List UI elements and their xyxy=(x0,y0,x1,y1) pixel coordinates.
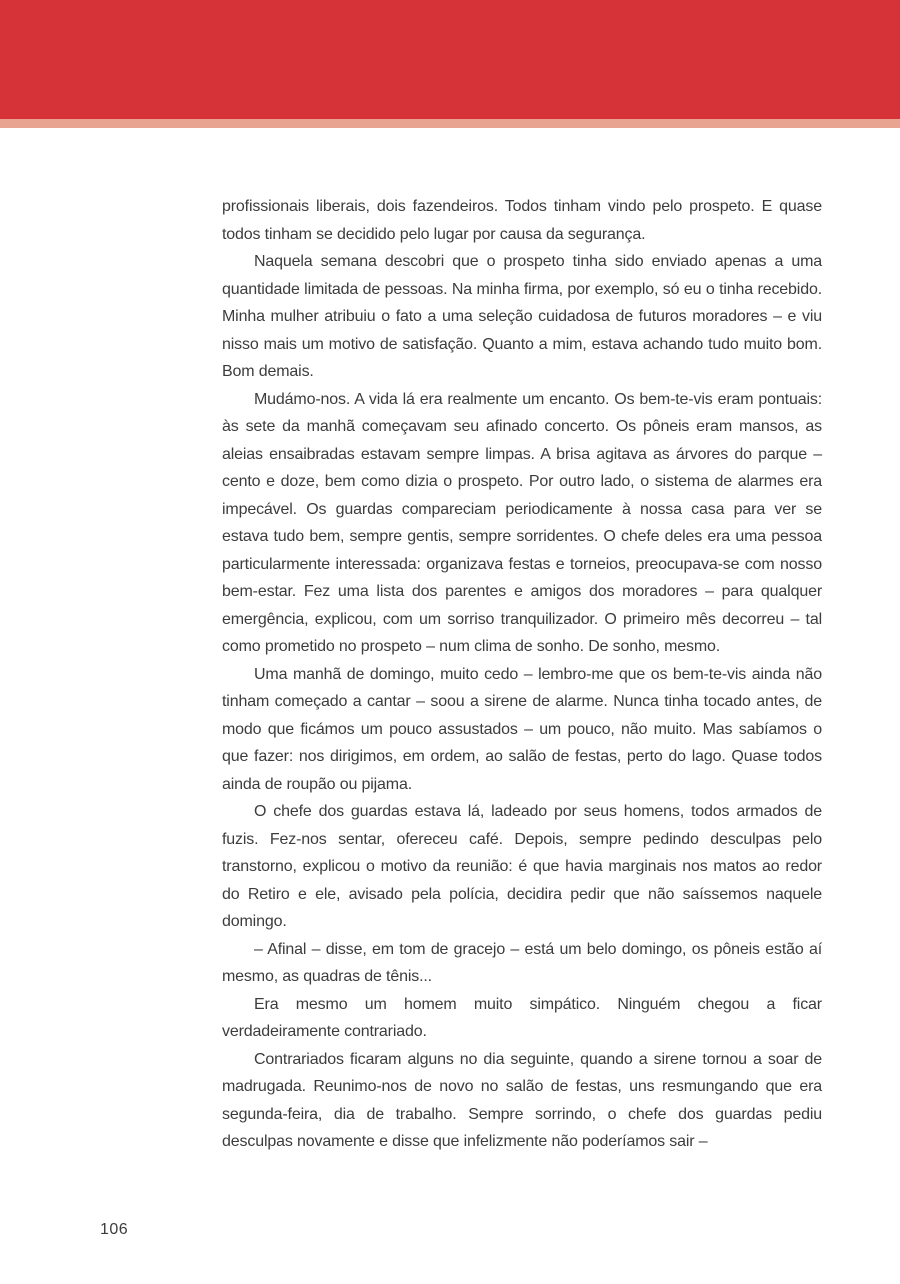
header-accent-strip xyxy=(0,119,900,128)
body-text xyxy=(222,193,822,1156)
paragraph: Mudámo-nos. A vida lá era realmente um encanto. Os bem-te-vis eram pontuais: às sete da manhã começavam seu afinado concerto. Os pôneis eram mansos, as aleias ensaibradas estavam sempre limpas. A brisa agitava as árvores do parque – cento e doze, bem como dizia o prospeto. Por outro lado, o sistema de alarmes era impecável. Os guardas compareciam periodicamente à nossa casa para ver se estava tudo bem, sempre gentis, sempre sorridentes. O chefe deles era uma pessoa particularmente interessada: organizava festas e torneios, preocupava-se com nosso bem-estar. Fez uma lista dos parentes e amigos dos moradores – para qualquer emergência, explicou, com um sorriso tranquilizador. O primeiro mês decorreu – tal como prometido no prospeto – num clima de sonho. De sonho, mesmo. xyxy=(222,390,822,655)
paragraph: Era mesmo um homem muito simpático. Ninguém chegou a ficar verdadeiramente contrariado. xyxy=(222,995,822,1040)
paragraph: Naquela semana descobri que o prospeto tinha sido enviado apenas a uma quantidade limitada de pessoas. Na minha firma, por exemplo, só eu o tinha recebido. Minha mulher atribuiu o fato a uma seleção cuidadosa de futuros moradores – e viu nisso mais um motivo de satisfação. Quanto a mim, estava achando tudo muito bom. Bom demais. xyxy=(222,253,822,380)
header-band xyxy=(0,0,900,119)
paragraph: – Afinal – disse, em tom de gracejo – está um belo domingo, os pôneis estão aí mesmo, as quadras de tênis... xyxy=(222,940,822,985)
paragraph: Contrariados ficaram alguns no dia seguinte, quando a sirene tornou a soar de madrugada. Reunimo-nos de novo no salão de festas, uns resmungando que era segunda-feira, dia de trabalho. Sempre sorrindo, o chefe dos guardas pediu desculpas novamente e disse que infelizmente não poderíamos sair – xyxy=(222,1050,822,1150)
paragraph: O chefe dos guardas estava lá, ladeado por seus homens, todos armados de fuzis. Fez-nos sentar, ofereceu café. Depois, sempre pedindo desculpas pelo transtorno, explicou o motivo da reunião: é que havia marginais nos matos ao redor do Retiro e ele, avisado pela polícia, decidira pedir que não saíssemos naquele domingo. xyxy=(222,803,822,930)
paragraph: Uma manhã de domingo, muito cedo – lembro-me que os bem-te-vis ainda não tinham começado a cantar – soou a sirene de alarme. Nunca tinha tocado antes, de modo que ficámos um pouco assustados – um pouco, não muito. Mas sabíamos o que fazer: nos dirigimos, em ordem, ao salão de festas, perto do lago. Quase todos ainda de roupão ou pijama. xyxy=(222,665,822,793)
page-number: 106 xyxy=(100,1221,129,1238)
paragraph: profissionais liberais, dois fazendeiros. Todos tinham vindo pelo prospeto. E quase todos tinham se decidido pelo lugar por causa da segurança. xyxy=(222,198,822,243)
